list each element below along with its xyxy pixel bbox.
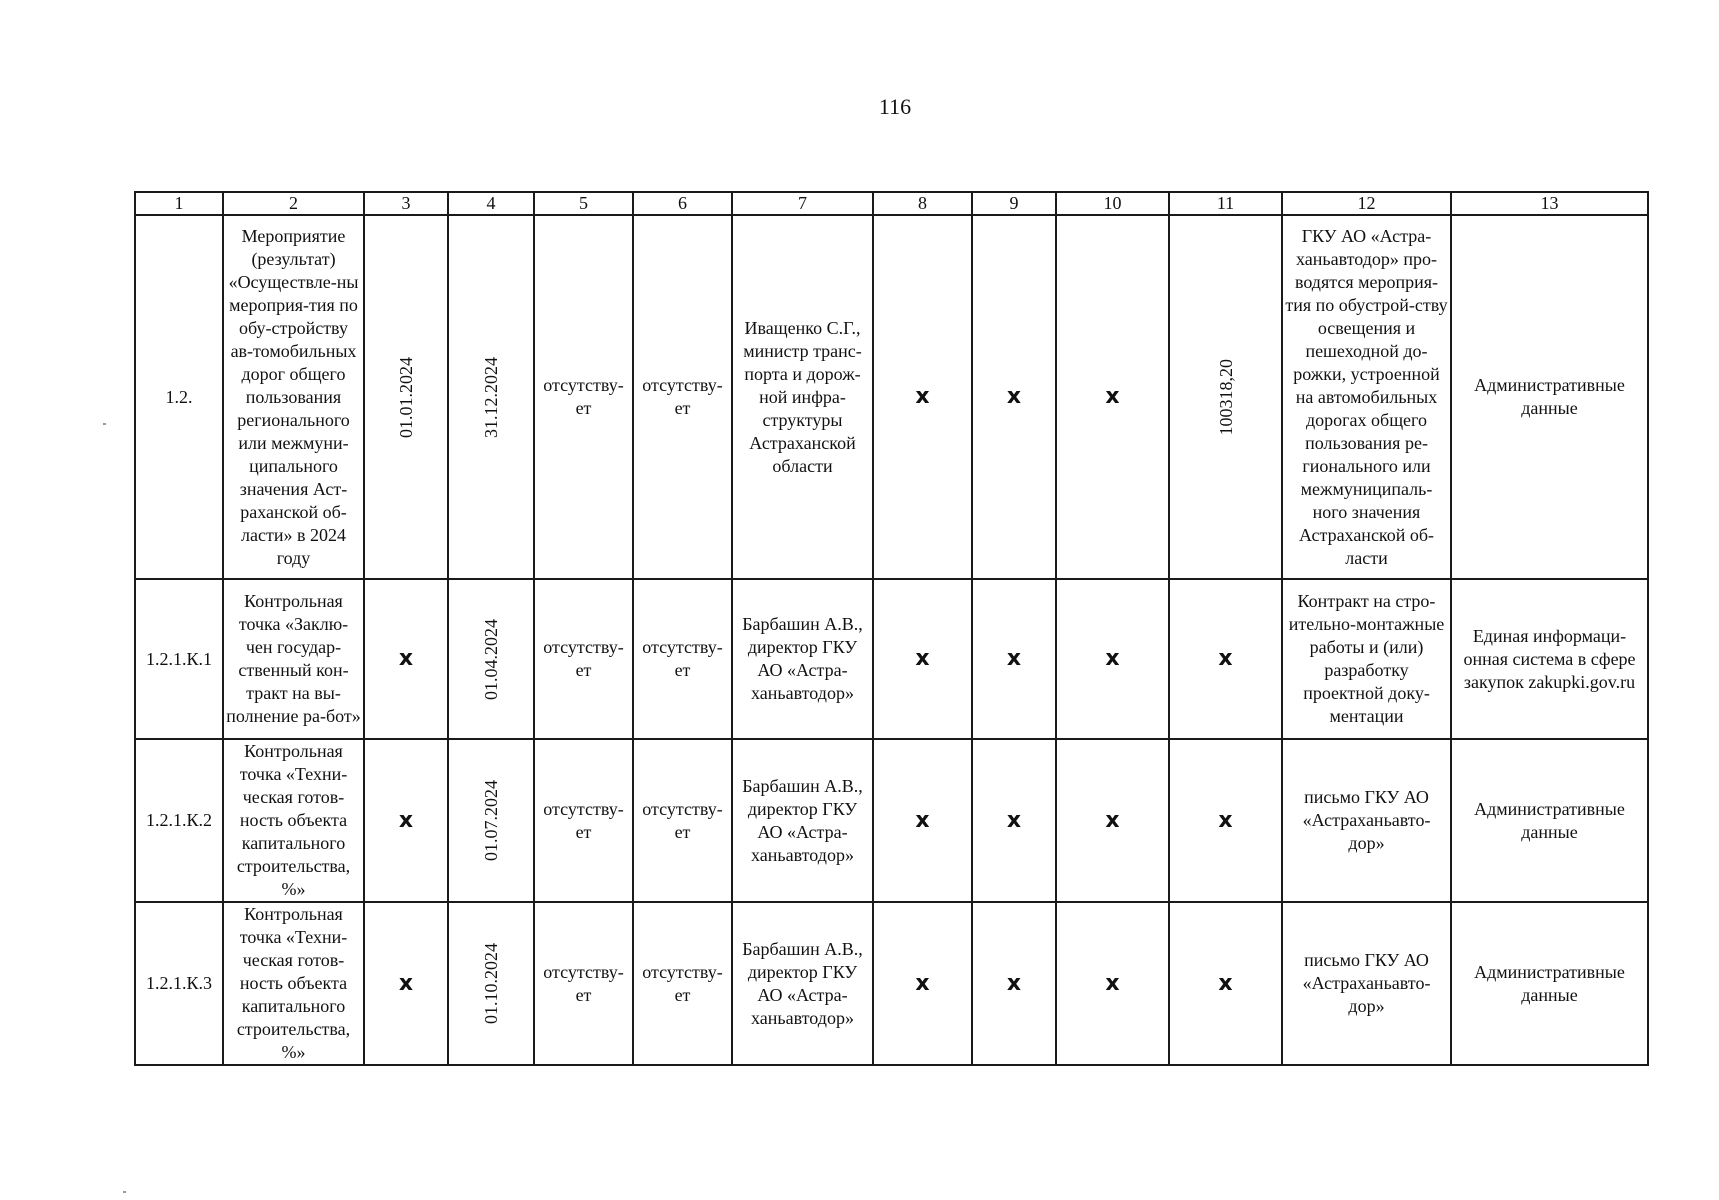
start-date-cell — [364, 579, 448, 739]
col10-value: х — [1056, 579, 1169, 739]
data-source: Административные данные — [1451, 902, 1648, 1065]
header-cell: 12 — [1282, 192, 1451, 215]
col6-value: отсутству-ет — [633, 579, 732, 739]
result-description: письмо ГКУ АО «Астраханьавто-дор» — [1282, 739, 1451, 902]
result-description: письмо ГКУ АО «Астраханьавто-дор» — [1282, 902, 1451, 1065]
header-cell: 4 — [448, 192, 534, 215]
end-date: 01.10.2024 — [481, 943, 501, 1024]
amount-cell — [1169, 579, 1282, 739]
amount: х — [1218, 970, 1233, 996]
col9-value: х — [972, 215, 1056, 579]
header-cell: 5 — [534, 192, 633, 215]
activity-name: Контрольная точка «Техни-ческая готов-ность объекта капитального строительства, %» — [223, 739, 364, 902]
amount: х — [1218, 807, 1233, 833]
activity-name: Мероприятие (результат) «Осуществле-ны мероприя-тия по обу-стройству ав-томобильных дорог общего пользования регионального или межмуни-ципального значения Аст-раханской об-ласти» в 2024 году — [223, 215, 364, 579]
table-row — [135, 579, 1648, 739]
amount-cell — [1169, 739, 1282, 902]
col5-value: отсутству-ет — [534, 902, 633, 1065]
start-date-cell — [364, 902, 448, 1065]
col9-value: х — [972, 739, 1056, 902]
data-source: Единая информаци-онная система в сфере закупок zakupki.gov.ru — [1451, 579, 1648, 739]
document-table — [134, 191, 1649, 1066]
row-number: 1.2.1.К.1 — [135, 579, 223, 739]
page-number: 116 — [878, 94, 912, 119]
table-header-row — [135, 192, 1648, 215]
header-cell: 13 — [1451, 192, 1648, 215]
col5-value: отсутству-ет — [534, 579, 633, 739]
header-cell: 9 — [972, 192, 1056, 215]
data-source: Административные данные — [1451, 739, 1648, 902]
responsible-person: Барбашин А.В., директор ГКУ АО «Астра-ханьавтодор» — [732, 739, 873, 902]
start-date: х — [398, 646, 414, 671]
col10-value: х — [1056, 902, 1169, 1065]
end-date-cell — [448, 902, 534, 1065]
row-number: 1.2.1.К.3 — [135, 902, 223, 1065]
scan-speck — [103, 423, 106, 425]
row-number: 1.2.1.К.2 — [135, 739, 223, 902]
row-number: 1.2. — [135, 215, 223, 579]
col8-value: х — [873, 579, 972, 739]
start-date-cell — [364, 215, 448, 579]
data-source: Административные данные — [1451, 215, 1648, 579]
amount-cell — [1169, 902, 1282, 1065]
col8-value: х — [873, 215, 972, 579]
start-date: 01.01.2024 — [396, 356, 416, 438]
col5-value: отсутству-ет — [534, 215, 633, 579]
amount: 100318,20 — [1215, 358, 1236, 436]
header-cell: 8 — [873, 192, 972, 215]
col10-value: х — [1056, 215, 1169, 579]
end-date-cell — [448, 739, 534, 902]
start-date-cell — [364, 739, 448, 902]
end-date: 31.12.2024 — [481, 356, 501, 438]
end-date-cell — [448, 579, 534, 739]
header-cell: 1 — [135, 192, 223, 215]
amount: х — [1218, 646, 1233, 671]
responsible-person: Барбашин А.В., директор ГКУ АО «Астра-ханьавтодор» — [732, 902, 873, 1065]
header-cell: 10 — [1056, 192, 1169, 215]
col8-value: х — [873, 739, 972, 902]
col6-value: отсутству-ет — [633, 739, 732, 902]
header-cell: 11 — [1169, 192, 1282, 215]
col10-value: х — [1056, 739, 1169, 902]
responsible-person: Иващенко С.Г., министр транс-порта и дорож-ной инфра-структуры Астраханской области — [732, 215, 873, 579]
end-date: 01.07.2024 — [481, 780, 501, 861]
result-description: Контракт на стро-ительно-монтажные работы и (или) разработку проектной доку-ментации — [1282, 579, 1451, 739]
amount-cell — [1169, 215, 1282, 579]
result-description: ГКУ АО «Астра-ханьавтодор» про-водятся мероприя-тия по обустрой-ству освещения и пешеходной до-рожки, устроенной на автомобильных дорогах общего пользования ре-гионального или межмуниципаль-ного значения Астраханской об-ласти — [1282, 215, 1451, 579]
col5-value: отсутству-ет — [534, 739, 633, 902]
header-cell: 7 — [732, 192, 873, 215]
scan-speck — [123, 1191, 126, 1193]
table-row — [135, 215, 1648, 579]
col9-value: х — [972, 902, 1056, 1065]
end-date-cell — [448, 215, 534, 579]
col6-value: отсутству-ет — [633, 215, 732, 579]
header-cell: 2 — [223, 192, 364, 215]
header-cell: 3 — [364, 192, 448, 215]
header-cell: 6 — [633, 192, 732, 215]
col8-value: х — [873, 902, 972, 1065]
activity-name: Контрольная точка «Техни-ческая готов-ность объекта капитального строительства, %» — [223, 902, 364, 1065]
table-row — [135, 902, 1648, 1065]
col6-value: отсутству-ет — [633, 902, 732, 1065]
activity-name: Контрольная точка «Заклю-чен государ-ственный кон-тракт на вы-полнение ра-бот» — [223, 579, 364, 739]
end-date: 01.04.2024 — [481, 618, 501, 700]
col9-value: х — [972, 579, 1056, 739]
table-row — [135, 739, 1648, 902]
responsible-person: Барбашин А.В., директор ГКУ АО «Астра-ханьавтодор» — [732, 579, 873, 739]
start-date: х — [398, 807, 414, 833]
start-date: х — [398, 970, 414, 996]
